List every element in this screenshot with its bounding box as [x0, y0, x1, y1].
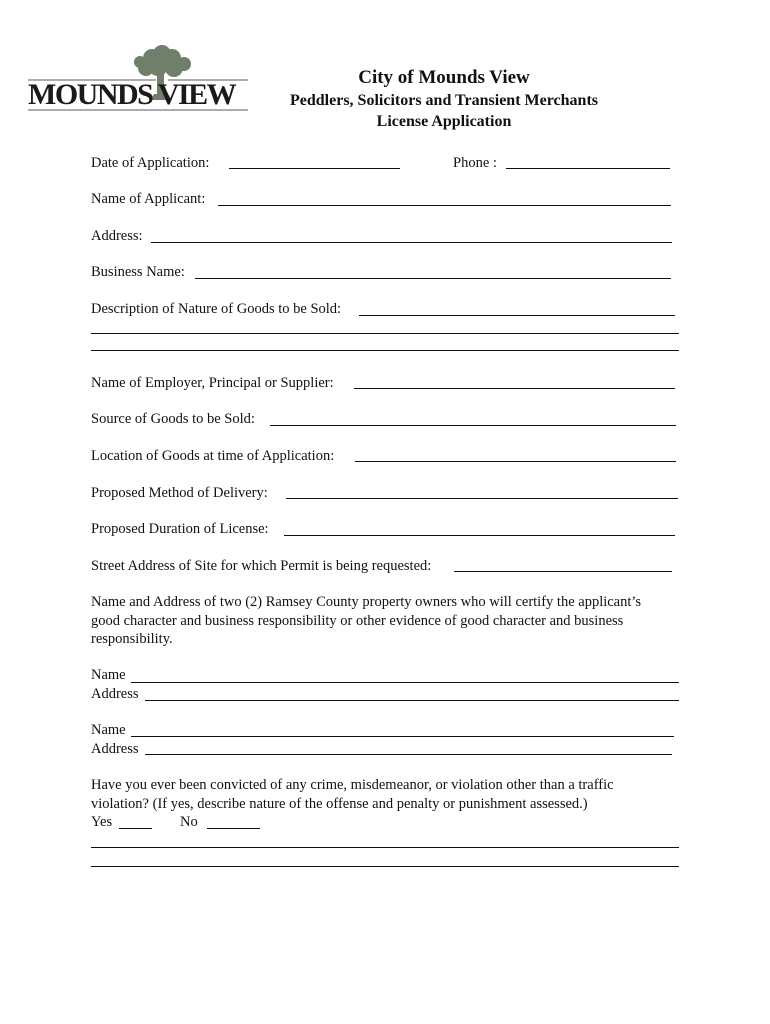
reference-1-address-label: Address	[91, 686, 139, 702]
logo-wordmark: MOUNDS VIEW	[28, 78, 236, 111]
site-address-label: Street Address of Site for which Permit is being requested:	[91, 558, 432, 574]
business-name-field[interactable]	[195, 278, 671, 279]
employer-field[interactable]	[354, 388, 675, 389]
source-label: Source of Goods to be Sold:	[91, 411, 255, 427]
city-logo	[28, 44, 248, 116]
duration-label: Proposed Duration of License:	[91, 521, 269, 537]
goods-description-field[interactable]	[359, 315, 675, 316]
reference-1-address-field[interactable]	[145, 700, 679, 701]
conviction-details-line-2[interactable]	[91, 866, 679, 867]
conviction-question: Have you ever been convicted of any crime, misdemeanor, or violation other than a traffic violation? (If yes, describe nature of the offense and penalty or punishment assessed.)	[91, 777, 614, 812]
no-label: No	[180, 814, 198, 830]
page-title: City of Mounds View	[358, 67, 530, 88]
conviction-details-line-1[interactable]	[91, 847, 679, 848]
goods-description-label: Description of Nature of Goods to be Sold:	[91, 301, 342, 317]
yes-label: Yes	[91, 814, 113, 830]
reference-1-name-label: Name	[91, 667, 126, 683]
no-field[interactable]	[207, 828, 260, 829]
date-field[interactable]	[229, 168, 400, 169]
delivery-field[interactable]	[286, 498, 678, 499]
goods-description-line-2[interactable]	[91, 333, 679, 334]
delivery-label: Proposed Method of Delivery:	[91, 485, 268, 501]
location-label: Location of Goods at time of Application:	[91, 448, 335, 464]
site-address-field[interactable]	[454, 571, 672, 572]
yes-field[interactable]	[119, 828, 152, 829]
reference-2-address-label: Address	[91, 741, 139, 757]
reference-1-name-field[interactable]	[131, 682, 679, 683]
reference-2-name-label: Name	[91, 722, 126, 738]
applicant-name-label: Name of Applicant:	[91, 191, 206, 207]
applicant-name-field[interactable]	[218, 205, 671, 206]
location-field[interactable]	[355, 461, 676, 462]
page-subtitle: Peddlers, Solicitors and Transient Merchants	[290, 92, 598, 109]
goods-description-line-3[interactable]	[91, 350, 679, 351]
employer-label: Name of Employer, Principal or Supplier:	[91, 375, 334, 391]
phone-field[interactable]	[506, 168, 670, 169]
source-field[interactable]	[270, 425, 676, 426]
duration-field[interactable]	[284, 535, 675, 536]
address-field[interactable]	[151, 242, 672, 243]
reference-2-address-field[interactable]	[145, 754, 672, 755]
title-block	[264, 66, 624, 132]
phone-label: Phone :	[453, 155, 497, 171]
references-intro: Name and Address of two (2) Ramsey County property owners who will certify the applicant’s good character and business responsibility or other evidence of good character and business responsibility.	[91, 594, 642, 647]
business-name-label: Business Name:	[91, 264, 185, 280]
page-subtitle-2: License Application	[376, 113, 512, 130]
address-label: Address:	[91, 228, 143, 244]
reference-2-name-field[interactable]	[131, 736, 674, 737]
date-label: Date of Application:	[91, 155, 210, 171]
